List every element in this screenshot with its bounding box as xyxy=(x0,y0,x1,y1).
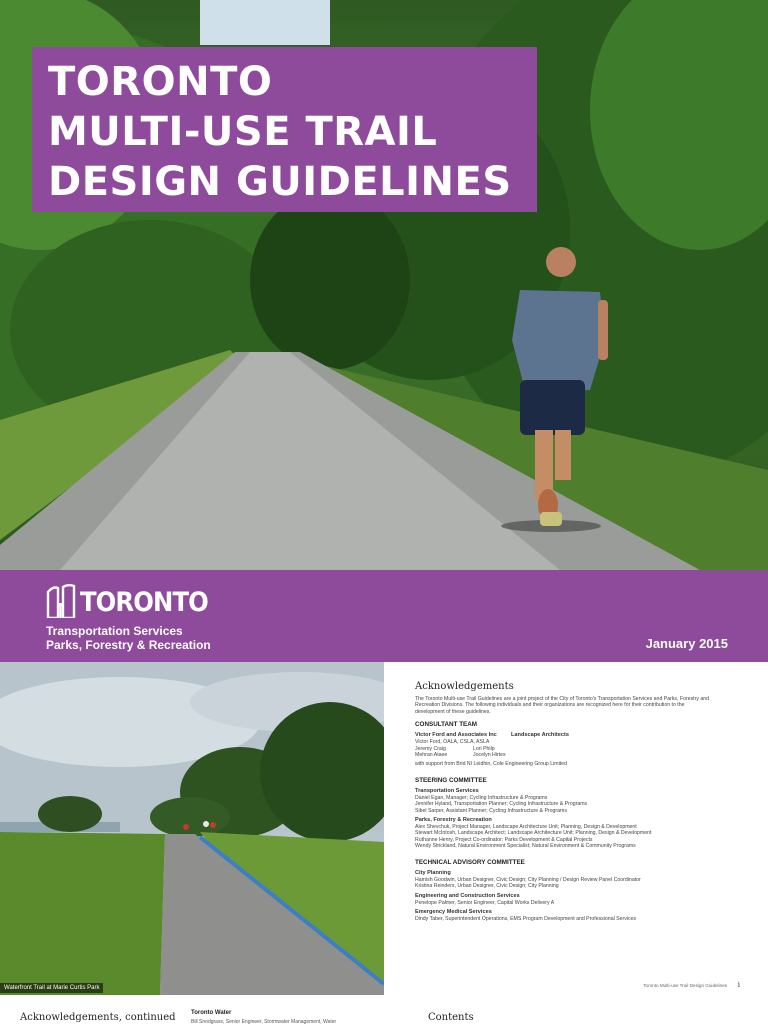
member-line: Stewart McIntosh, Landscape Architect; Landscape Architecture Unit; Planning, Design & Development xyxy=(415,830,652,837)
consultant-firm-row xyxy=(415,732,715,739)
engineering-heading: Engineering and Construction Services xyxy=(415,892,520,899)
photo-caption: Waterfront Trail at Marie Curtis Park xyxy=(0,983,103,993)
next-pages-strip xyxy=(0,995,768,1024)
toronto-water-heading: Toronto Water xyxy=(191,1010,232,1016)
acknowledgements-body xyxy=(415,696,715,922)
cover-title-line-3: DESIGN GUIDELINES xyxy=(48,159,512,205)
technical-heading: TECHNICAL ADVISORY COMMITTEE xyxy=(415,858,525,866)
consultant-firm-type: Landscape Architects xyxy=(511,732,569,739)
consultant-member: Mehran Ataee xyxy=(415,752,448,759)
member-line: Wendy Strickland, Natural Environment Specialist; Natural Environment & Community Programs xyxy=(415,843,636,850)
toronto-water-member: Bill Snodgrass, Senior Engineer, Stormwater Management, Water xyxy=(191,1019,337,1025)
parks-heading: Parks, Forestry & Recreation xyxy=(415,817,492,824)
member-line: Daniel Egan, Manager; Cycling Infrastructure & Programs xyxy=(415,794,548,801)
consultant-member: Jeremy Craig xyxy=(415,745,446,752)
consultant-firm: Victor Ford and Associates Inc xyxy=(415,732,497,739)
steering-heading: STEERING COMMITTEE xyxy=(415,776,487,784)
city-logo xyxy=(46,582,222,618)
member-line: Sibel Sarper, Assistant Planner; Cycling Infrastructure & Programs xyxy=(415,807,567,814)
consultant-heading: CONSULTANT TEAM xyxy=(415,721,478,729)
member-line: Penelope Palmer, Senior Engineer, Capital Works Delivery A xyxy=(415,899,555,906)
contents-title: Contents xyxy=(428,1012,474,1023)
member-line: Kristina Reinders, Urban Designer, Civic Design; City Planning xyxy=(415,883,559,890)
waterfront-trail-image xyxy=(0,662,384,995)
running-footer: Toronto Multi-use Trail Design Guidelines xyxy=(643,983,727,988)
consultant-support: with support from Brid Ní Leidhin, Cole Engineering Group Limited xyxy=(415,761,567,768)
member-line: Alex Shevchuk, Project Manager, Landscape Architecture Unit; Planning, Design & Development xyxy=(415,824,637,831)
city-planning-heading: City Planning xyxy=(415,869,451,876)
cover-footer-band xyxy=(0,570,768,662)
department-transportation: Transportation Services xyxy=(46,624,183,638)
member-line: Dindy Taber, Superintendent Operations, EMS Program Development and Professional Services xyxy=(415,915,637,922)
member-line: Hamish Goodwin, Urban Designer, Civic Design; City Planning / Design Review Panel Coordinator xyxy=(415,876,641,883)
department-parks: Parks, Forestry & Recreation xyxy=(46,638,211,652)
acknowledgements-page xyxy=(384,662,768,995)
cover-title-line-1: TORONTO xyxy=(48,59,273,105)
consultant-lead: Victor Ford, OALA, CSLA, ASLA xyxy=(415,739,490,746)
acknowledgements-title: Acknowledgements xyxy=(415,681,514,692)
cover-title-box xyxy=(32,47,537,212)
page-number: i xyxy=(737,981,740,989)
waterfront-trail-photo xyxy=(0,662,384,995)
cover-title-line-2: MULTI-USE TRAIL xyxy=(48,109,438,155)
acknowledgements-continued-title: Acknowledgements, continued xyxy=(20,1012,176,1023)
logo-wordmark: TORONTO xyxy=(80,587,208,618)
acknowledgements-intro: The Toronto Multi-use Trail Guidelines are a joint project of the City of Toronto's Transportation Services and Parks, Forestry and Recreation Divisions. The following individuals and their organizations are recognized here for their contribution to the development of these guidelines. xyxy=(415,696,710,715)
ems-heading: Emergency Medical Services xyxy=(415,908,492,915)
transportation-heading: Transportation Services xyxy=(415,787,479,794)
city-hall-logo-icon xyxy=(46,584,76,618)
member-line: Jennifer Hyland, Transportation Planner; Cycling Infrastructure & Programs xyxy=(415,801,588,808)
consultant-member: Jocelyn Hirtes xyxy=(473,752,506,759)
publication-date: January 2015 xyxy=(645,636,728,651)
consultant-member: Lori Philp xyxy=(473,745,495,752)
member-line: Ruthanne Henry, Project Co-ordinator; Parks Development & Capital Projects xyxy=(415,836,593,843)
